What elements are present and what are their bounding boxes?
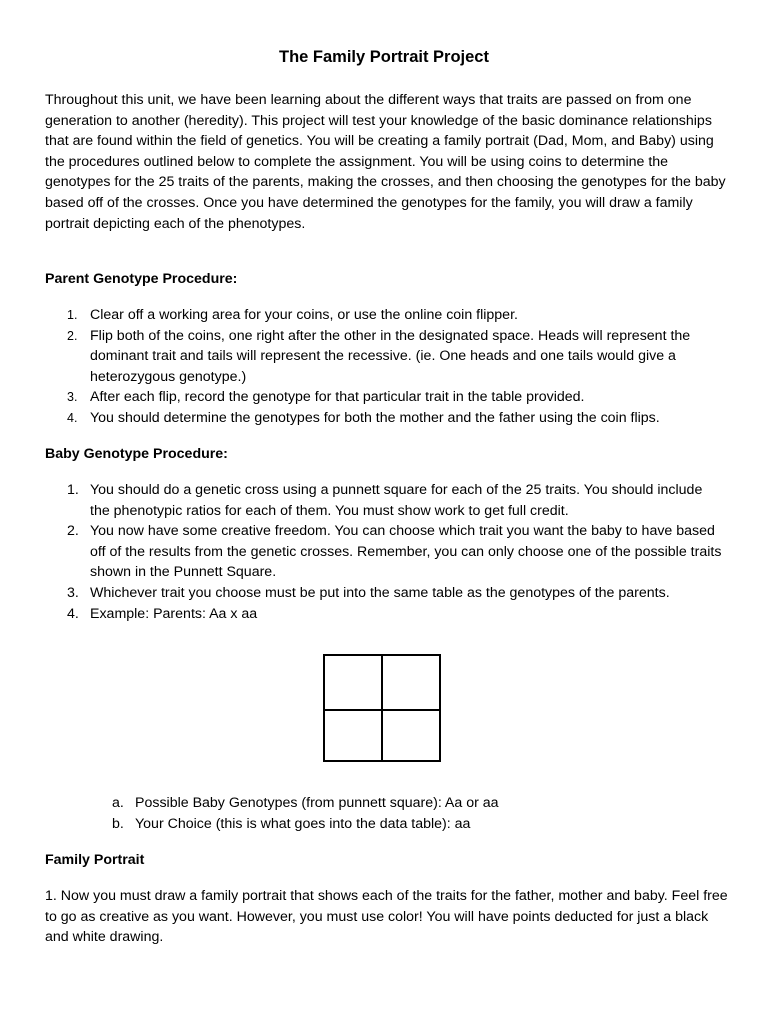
list-text: After each flip, record the genotype for that particular trait in the table provided. (90, 389, 585, 406)
list-letter: a. (112, 795, 124, 811)
list-item (45, 521, 725, 583)
list-number: 3. (67, 390, 78, 405)
list-text: Clear off a working area for your coins, or use the online coin flipper. (90, 307, 518, 323)
baby-procedure-list (45, 480, 725, 624)
baby-procedure-heading: Baby Genotype Procedure: (45, 446, 228, 462)
parent-procedure-list (45, 305, 725, 429)
parent-procedure-heading: Parent Genotype Procedure: (45, 271, 238, 287)
list-item (45, 480, 725, 521)
example-sublist (90, 793, 730, 834)
punnett-horizontal-divider (325, 709, 439, 711)
list-item (90, 814, 730, 835)
list-text: You should do a genetic cross using a punnett square for each of the 25 traits. You should include the phenotypic ratios for each of them. You must show work to get full credit. (90, 482, 703, 519)
list-text: Example: Parents: Aa x aa (90, 605, 258, 622)
family-portrait-heading: Family Portrait (45, 852, 145, 868)
list-item (45, 408, 725, 429)
intro-paragraph: Throughout this unit, we have been learning about the different ways that traits are passed on from one generation to another (heredity). This project will test your knowledge of the basic dominance relationships that are found within the field of genetics. You will be creating a family portrait (Dad, Mom, and Baby) using the procedures outlined below to complete the assignment. You will be using coins to determine the genotypes for the 25 traits of the parents, making the crosses, and then choosing the genotypes for the baby based off of the crosses. Once you have determined the genotypes for the family, you will draw a family portrait depicting each of the phenotypes. (45, 92, 726, 232)
punnett-vertical-divider (381, 656, 383, 760)
list-text: Whichever trait you choose must be put into the same table as the genotypes of the parents. (90, 584, 670, 601)
list-number: 1. (67, 482, 79, 498)
list-number: 4. (67, 410, 78, 425)
list-item (45, 305, 725, 326)
document-title: The Family Portrait Project (279, 48, 489, 66)
punnett-square (323, 654, 441, 762)
list-letter: b. (112, 815, 124, 832)
list-text: Your Choice (this is what goes into the data table): aa (135, 815, 471, 832)
list-item (45, 387, 725, 408)
family-portrait-paragraph: 1. Now you must draw a family portrait that shows each of the traits for the father, mother and baby. Feel free to go as creative as you want. However, you must use color! You will have points deducted for just a black and white drawing. (45, 888, 728, 946)
list-item (45, 326, 725, 388)
list-text: Possible Baby Genotypes (from punnett square): Aa or aa (135, 795, 499, 811)
list-number: 1. (67, 308, 78, 322)
list-item (45, 583, 725, 604)
list-number: 3. (67, 584, 79, 601)
list-number: 4. (67, 605, 79, 622)
list-text: You now have some creative freedom. You can choose which trait you want the baby to have based off of the results from the genetic crosses. Remember, you can only choose one of the possible traits shown in the Punnett Square. (90, 523, 722, 581)
list-item (90, 793, 730, 814)
list-text: You should determine the genotypes for both the mother and the father using the coin flips. (90, 409, 660, 426)
list-text: Flip both of the coins, one right after the other in the designated space. Heads will represent the dominant trait and tails will represent the recessive. (ie. One heads and one tails would give a heterozygous genotype.) (90, 327, 691, 385)
list-item (45, 604, 725, 625)
list-number: 2. (67, 523, 79, 540)
list-number: 2. (67, 328, 78, 343)
